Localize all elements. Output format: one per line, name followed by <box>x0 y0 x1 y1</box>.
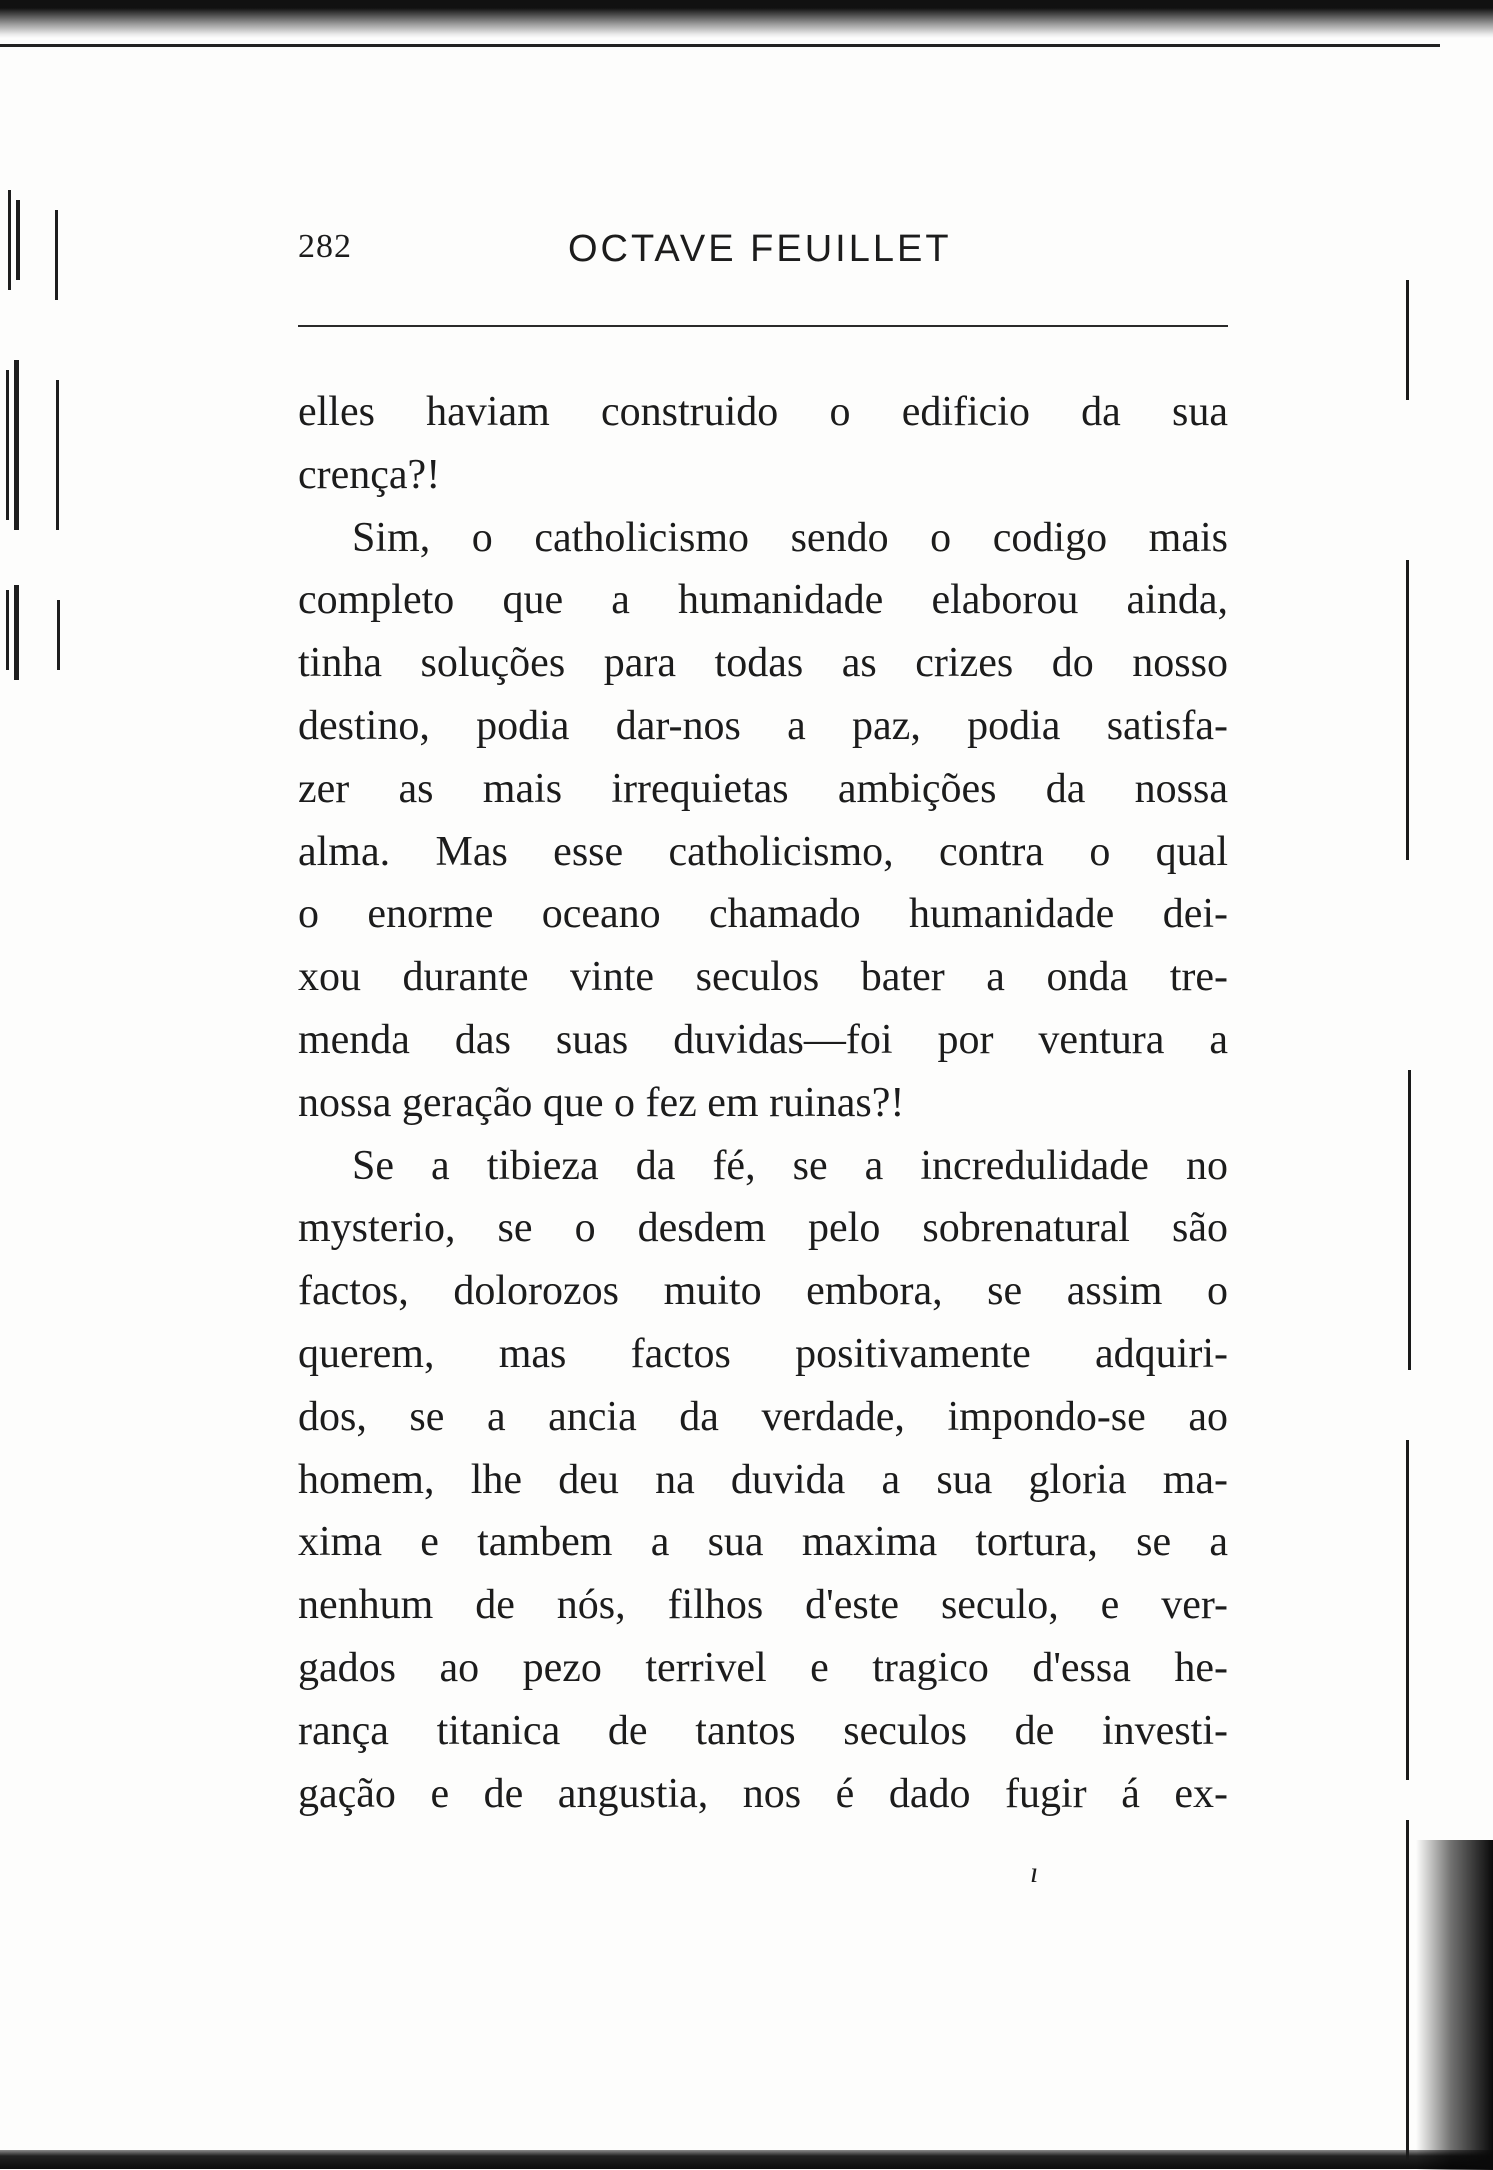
header-rule <box>298 325 1228 327</box>
text-line: gação e de angustia, nos é dado fugir á ex- <box>298 1770 1228 1817</box>
page-edge-line <box>1406 560 1409 860</box>
text-line: menda das suas duvidas—foi por ventura a <box>298 1016 1228 1063</box>
text-line: mysterio, se o desdem pelo sobrenatural são <box>298 1205 1228 1252</box>
text-line: querem, mas factos positivamente adquiri- <box>298 1330 1228 1377</box>
page-number: 282 <box>298 228 352 265</box>
text-line: Se a tibieza da fé, se a incredulidade no <box>352 1142 1228 1189</box>
text-line: destino, podia dar-nos a paz, podia satisfa- <box>298 702 1228 749</box>
text-line: homem, lhe deu na duvida a sua gloria ma- <box>298 1456 1228 1503</box>
text-line: factos, dolorozos muito embora, se assim o <box>298 1268 1228 1315</box>
text-line: rança titanica de tantos seculos de investi- <box>298 1707 1228 1754</box>
binding-mark <box>14 585 19 680</box>
binding-mark <box>8 190 11 290</box>
text-line: crença?! <box>298 451 441 498</box>
page-edge-line <box>1406 1440 1409 1780</box>
running-head <box>298 228 1228 288</box>
text-line: zer as mais irrequietas ambições da nossa <box>298 765 1228 812</box>
text-line: xou durante vinte seculos bater a onda tre- <box>298 954 1228 1001</box>
text-line: gados ao pezo terrivel e tragico d'essa he- <box>298 1644 1228 1691</box>
signature-mark: ı <box>1030 1856 1039 1889</box>
text-line: Sim, o catholicismo sendo o codigo mais <box>352 514 1228 561</box>
text-line: xima e tambem a sua maxima tortura, se a <box>298 1519 1228 1566</box>
text-line: elles haviam construido o edificio da sua <box>298 389 1228 435</box>
binding-mark <box>6 590 9 670</box>
scan-edge-bottom <box>0 2150 1493 2169</box>
binding-mark <box>55 210 58 300</box>
scan-edge-right <box>1406 40 1493 2155</box>
text-line: tinha soluções para todas as crizes do nosso <box>298 640 1228 687</box>
page-edge-line <box>1408 1070 1411 1370</box>
binding-mark <box>6 370 9 520</box>
text-line: completo que a humanidade elaborou ainda, <box>298 577 1228 624</box>
scan-binding-left <box>0 190 70 690</box>
binding-mark <box>14 360 19 530</box>
text-line: o enorme oceano chamado humanidade dei- <box>298 891 1228 938</box>
text-line: dos, se a ancia da verdade, impondo-se ao <box>298 1393 1228 1440</box>
body-text <box>298 381 1228 1825</box>
scan-edge-top <box>0 0 1493 38</box>
binding-mark <box>56 380 59 530</box>
page-edge-line <box>1406 1820 1409 2160</box>
text-line: nossa geração que o fez em ruinas?! <box>298 1079 905 1126</box>
text-line: alma. Mas esse catholicismo, contra o qual <box>298 828 1228 875</box>
page-edge-line <box>1406 280 1409 400</box>
binding-mark <box>57 600 60 670</box>
scan-edge-top-line <box>0 44 1440 47</box>
binding-mark <box>16 200 20 280</box>
text-line: nenhum de nós, filhos d'este seculo, e ver- <box>298 1582 1228 1629</box>
page-curl-shadow <box>1416 1840 1493 2170</box>
running-title: OCTAVE FEUILLET <box>568 228 952 270</box>
